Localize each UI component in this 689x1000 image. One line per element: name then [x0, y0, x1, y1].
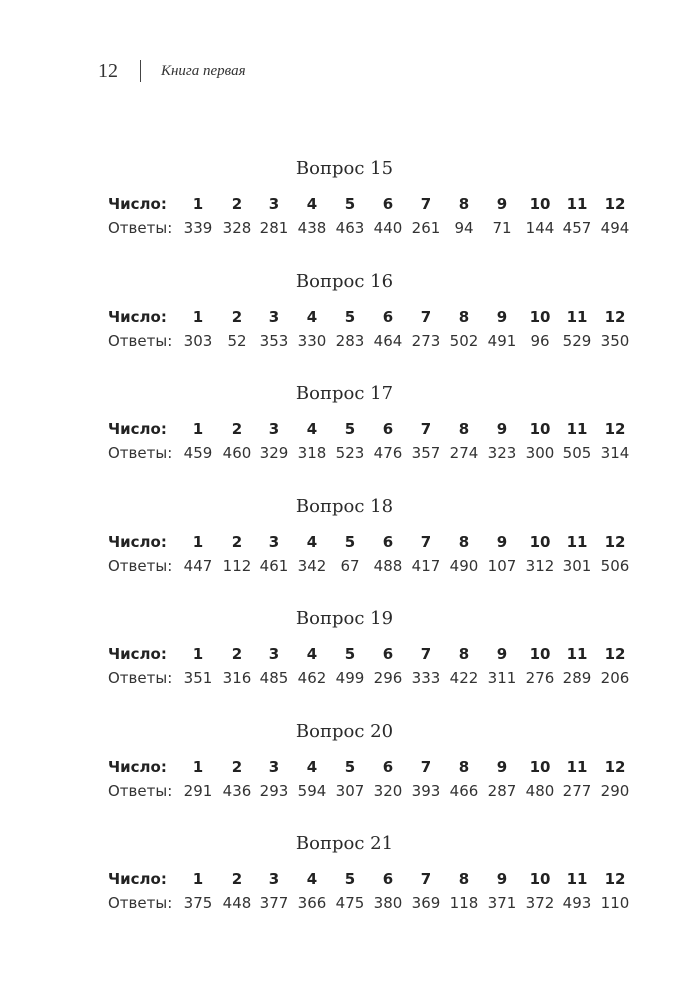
- answers-row-label: Ответы:: [108, 781, 173, 800]
- number-cell: 10: [529, 532, 551, 551]
- answer-cell: 480: [525, 781, 555, 800]
- answer-cell: 523: [335, 444, 365, 462]
- number-cell: 2: [231, 420, 243, 438]
- answers-row-label: Ответы:: [108, 444, 173, 462]
- number-cell: 5: [344, 870, 356, 888]
- number-cell: 1: [192, 307, 204, 326]
- answer-cell: 289: [562, 669, 592, 687]
- number-cell: 6: [382, 757, 394, 776]
- number-cell: 12: [604, 757, 626, 776]
- answer-cell: 342: [297, 556, 327, 575]
- number-cell: 11: [566, 870, 588, 888]
- answer-cell: 529: [562, 331, 592, 350]
- answer-cell: 261: [411, 219, 441, 237]
- answer-cell: 488: [373, 556, 403, 575]
- answer-cell: 296: [373, 669, 403, 687]
- number-cell: 1: [192, 195, 204, 213]
- answers-row: [0, 667, 689, 689]
- number-row: [0, 643, 689, 665]
- number-cell: 1: [192, 757, 204, 776]
- number-cell: 11: [566, 307, 588, 326]
- number-cell: 2: [231, 870, 243, 888]
- answer-cell: 436: [222, 781, 252, 800]
- page-header: [98, 56, 246, 86]
- number-cell: 4: [306, 645, 318, 663]
- answer-cell: 333: [411, 669, 441, 687]
- answer-cell: 314: [600, 444, 630, 462]
- answer-cell: 369: [411, 894, 441, 912]
- answer-cell: 448: [222, 894, 252, 912]
- number-cell: 7: [420, 307, 432, 326]
- answer-cell: 293: [259, 781, 289, 800]
- question-title: Вопрос 18: [295, 495, 394, 517]
- answer-cell: 371: [487, 894, 517, 912]
- number-cell: 10: [529, 757, 551, 776]
- answer-cell: 490: [449, 556, 479, 575]
- number-cell: 8: [458, 532, 470, 551]
- answer-cell: 460: [222, 444, 252, 462]
- number-cell: 10: [529, 870, 551, 888]
- number-cell: 12: [604, 532, 626, 551]
- number-cell: 6: [382, 195, 394, 213]
- answer-cell: 311: [487, 669, 517, 687]
- number-row-label: Число:: [108, 532, 167, 551]
- answer-cell: 323: [487, 444, 517, 462]
- answer-cell: 283: [335, 331, 365, 350]
- number-cell: 7: [420, 195, 432, 213]
- number-cell: 2: [231, 532, 243, 551]
- number-row: [0, 756, 689, 778]
- number-cell: 11: [566, 757, 588, 776]
- answer-cell: 276: [525, 669, 555, 687]
- answer-cell: 475: [335, 894, 365, 912]
- number-cell: 5: [344, 645, 356, 663]
- answers-row-label: Ответы:: [108, 669, 173, 687]
- answers-row: [0, 892, 689, 914]
- answer-cell: 594: [297, 781, 327, 800]
- number-cell: 6: [382, 870, 394, 888]
- number-cell: 10: [529, 420, 551, 438]
- number-cell: 5: [344, 307, 356, 326]
- question-title: Вопрос 15: [295, 158, 394, 179]
- number-cell: 11: [566, 532, 588, 551]
- number-cell: 3: [268, 645, 280, 663]
- number-row-label: Число:: [108, 195, 167, 213]
- answer-cell: 440: [373, 219, 403, 237]
- answer-cell: 351: [183, 669, 213, 687]
- number-cell: 10: [529, 645, 551, 663]
- answer-cell: 502: [449, 331, 479, 350]
- answers-row: [0, 555, 689, 577]
- number-row-label: Число:: [108, 645, 167, 663]
- answer-cell: 393: [411, 781, 441, 800]
- number-cell: 8: [458, 870, 470, 888]
- answer-cell: 339: [183, 219, 213, 237]
- answer-cell: 330: [297, 331, 327, 350]
- number-row-label: Число:: [108, 307, 167, 326]
- page-number: 12: [98, 59, 118, 82]
- number-cell: 3: [268, 870, 280, 888]
- number-cell: 6: [382, 420, 394, 438]
- number-cell: 11: [566, 195, 588, 213]
- number-cell: 9: [496, 757, 508, 776]
- answer-cell: 417: [411, 556, 441, 575]
- answer-cell: 277: [562, 781, 592, 800]
- number-cell: 2: [231, 757, 243, 776]
- number-cell: 4: [306, 307, 318, 326]
- number-row-label: Число:: [108, 870, 167, 888]
- number-cell: 8: [458, 307, 470, 326]
- number-cell: 9: [496, 532, 508, 551]
- number-cell: 8: [458, 645, 470, 663]
- number-cell: 1: [192, 645, 204, 663]
- answer-cell: 457: [562, 219, 592, 237]
- number-cell: 9: [496, 307, 508, 326]
- number-cell: 7: [420, 420, 432, 438]
- number-cell: 9: [496, 645, 508, 663]
- number-cell: 3: [268, 195, 280, 213]
- number-cell: 8: [458, 195, 470, 213]
- number-cell: 4: [306, 420, 318, 438]
- answer-cell: 300: [525, 444, 555, 462]
- number-cell: 8: [458, 757, 470, 776]
- answer-cell: 494: [600, 219, 630, 237]
- answer-cell: 96: [530, 331, 550, 350]
- answer-cell: 290: [600, 781, 630, 800]
- number-cell: 7: [420, 645, 432, 663]
- question-title: Вопрос 19: [295, 608, 394, 629]
- answers-row-label: Ответы:: [108, 556, 173, 575]
- answer-cell: 476: [373, 444, 403, 462]
- answer-cell: 463: [335, 219, 365, 237]
- answer-cell: 366: [297, 894, 327, 912]
- answer-cell: 377: [259, 894, 289, 912]
- answer-cell: 281: [259, 219, 289, 237]
- question-title: Вопрос 20: [295, 720, 394, 742]
- answer-cell: 107: [487, 556, 517, 575]
- answer-cell: 94: [454, 219, 474, 237]
- answer-cell: 318: [297, 444, 327, 462]
- answer-cell: 353: [259, 331, 289, 350]
- number-cell: 9: [496, 870, 508, 888]
- number-row: [0, 193, 689, 215]
- number-cell: 12: [604, 307, 626, 326]
- answers-row: [0, 330, 689, 352]
- number-cell: 12: [604, 195, 626, 213]
- number-cell: 3: [268, 420, 280, 438]
- answer-cell: 71: [492, 219, 512, 237]
- number-cell: 2: [231, 195, 243, 213]
- answer-cell: 372: [525, 894, 555, 912]
- answer-cell: 52: [227, 331, 247, 350]
- answer-cell: 287: [487, 781, 517, 800]
- answer-cell: 506: [600, 556, 630, 575]
- answer-cell: 350: [600, 331, 630, 350]
- answer-cell: 118: [449, 894, 479, 912]
- book-title: Книга первая: [161, 62, 246, 79]
- number-cell: 11: [566, 645, 588, 663]
- answer-cell: 438: [297, 219, 327, 237]
- question-title: Вопрос 21: [295, 833, 394, 854]
- number-cell: 5: [344, 757, 356, 776]
- number-cell: 8: [458, 420, 470, 438]
- number-row: [0, 531, 689, 553]
- number-cell: 2: [231, 645, 243, 663]
- question-title: Вопрос 17: [295, 383, 394, 404]
- answer-cell: 505: [562, 444, 592, 462]
- answer-cell: 380: [373, 894, 403, 912]
- answer-cell: 499: [335, 669, 365, 687]
- number-cell: 10: [529, 195, 551, 213]
- number-row: [0, 868, 689, 890]
- question-title: Вопрос 16: [295, 270, 394, 292]
- number-cell: 12: [604, 645, 626, 663]
- number-cell: 11: [566, 420, 588, 438]
- answer-cell: 447: [183, 556, 213, 575]
- number-cell: 2: [231, 307, 243, 326]
- number-cell: 4: [306, 757, 318, 776]
- number-row-label: Число:: [108, 420, 167, 438]
- answer-cell: 464: [373, 331, 403, 350]
- answer-cell: 112: [222, 556, 252, 575]
- answer-cell: 357: [411, 444, 441, 462]
- number-cell: 1: [192, 532, 204, 551]
- answer-cell: 491: [487, 331, 517, 350]
- number-cell: 7: [420, 757, 432, 776]
- answer-cell: 461: [259, 556, 289, 575]
- number-cell: 4: [306, 195, 318, 213]
- number-row: [0, 418, 689, 440]
- number-cell: 5: [344, 420, 356, 438]
- answer-cell: 459: [183, 444, 213, 462]
- answer-cell: 312: [525, 556, 555, 575]
- answer-cell: 328: [222, 219, 252, 237]
- answer-cell: 329: [259, 444, 289, 462]
- answer-cell: 466: [449, 781, 479, 800]
- number-cell: 3: [268, 307, 280, 326]
- number-cell: 4: [306, 532, 318, 551]
- number-cell: 9: [496, 420, 508, 438]
- answer-cell: 307: [335, 781, 365, 800]
- answers-row-label: Ответы:: [108, 894, 173, 912]
- answers-row: [0, 442, 689, 464]
- answer-cell: 303: [183, 331, 213, 350]
- answer-cell: 301: [562, 556, 592, 575]
- number-row-label: Число:: [108, 757, 167, 776]
- number-cell: 6: [382, 307, 394, 326]
- number-cell: 1: [192, 420, 204, 438]
- number-cell: 6: [382, 532, 394, 551]
- number-cell: 7: [420, 532, 432, 551]
- answer-cell: 67: [340, 556, 360, 575]
- answer-cell: 375: [183, 894, 213, 912]
- number-cell: 6: [382, 645, 394, 663]
- answer-cell: 273: [411, 331, 441, 350]
- answer-cell: 316: [222, 669, 252, 687]
- answer-cell: 291: [183, 781, 213, 800]
- number-cell: 10: [529, 307, 551, 326]
- number-cell: 7: [420, 870, 432, 888]
- number-cell: 3: [268, 532, 280, 551]
- answers-row: [0, 780, 689, 802]
- number-cell: 3: [268, 757, 280, 776]
- answer-cell: 493: [562, 894, 592, 912]
- number-cell: 4: [306, 870, 318, 888]
- number-cell: 12: [604, 420, 626, 438]
- answer-cell: 462: [297, 669, 327, 687]
- answer-cell: 206: [600, 669, 630, 687]
- answer-cell: 422: [449, 669, 479, 687]
- answers-row-label: Ответы:: [108, 219, 173, 237]
- number-cell: 5: [344, 195, 356, 213]
- number-row: [0, 306, 689, 328]
- number-cell: 9: [496, 195, 508, 213]
- answer-cell: 274: [449, 444, 479, 462]
- answer-cell: 144: [525, 219, 555, 237]
- answer-cell: 110: [600, 894, 630, 912]
- answers-row-label: Ответы:: [108, 331, 173, 350]
- header-divider: [140, 60, 141, 82]
- answer-cell: 320: [373, 781, 403, 800]
- number-cell: 12: [604, 870, 626, 888]
- answers-row: [0, 217, 689, 239]
- number-cell: 5: [344, 532, 356, 551]
- number-cell: 1: [192, 870, 204, 888]
- answer-cell: 485: [259, 669, 289, 687]
